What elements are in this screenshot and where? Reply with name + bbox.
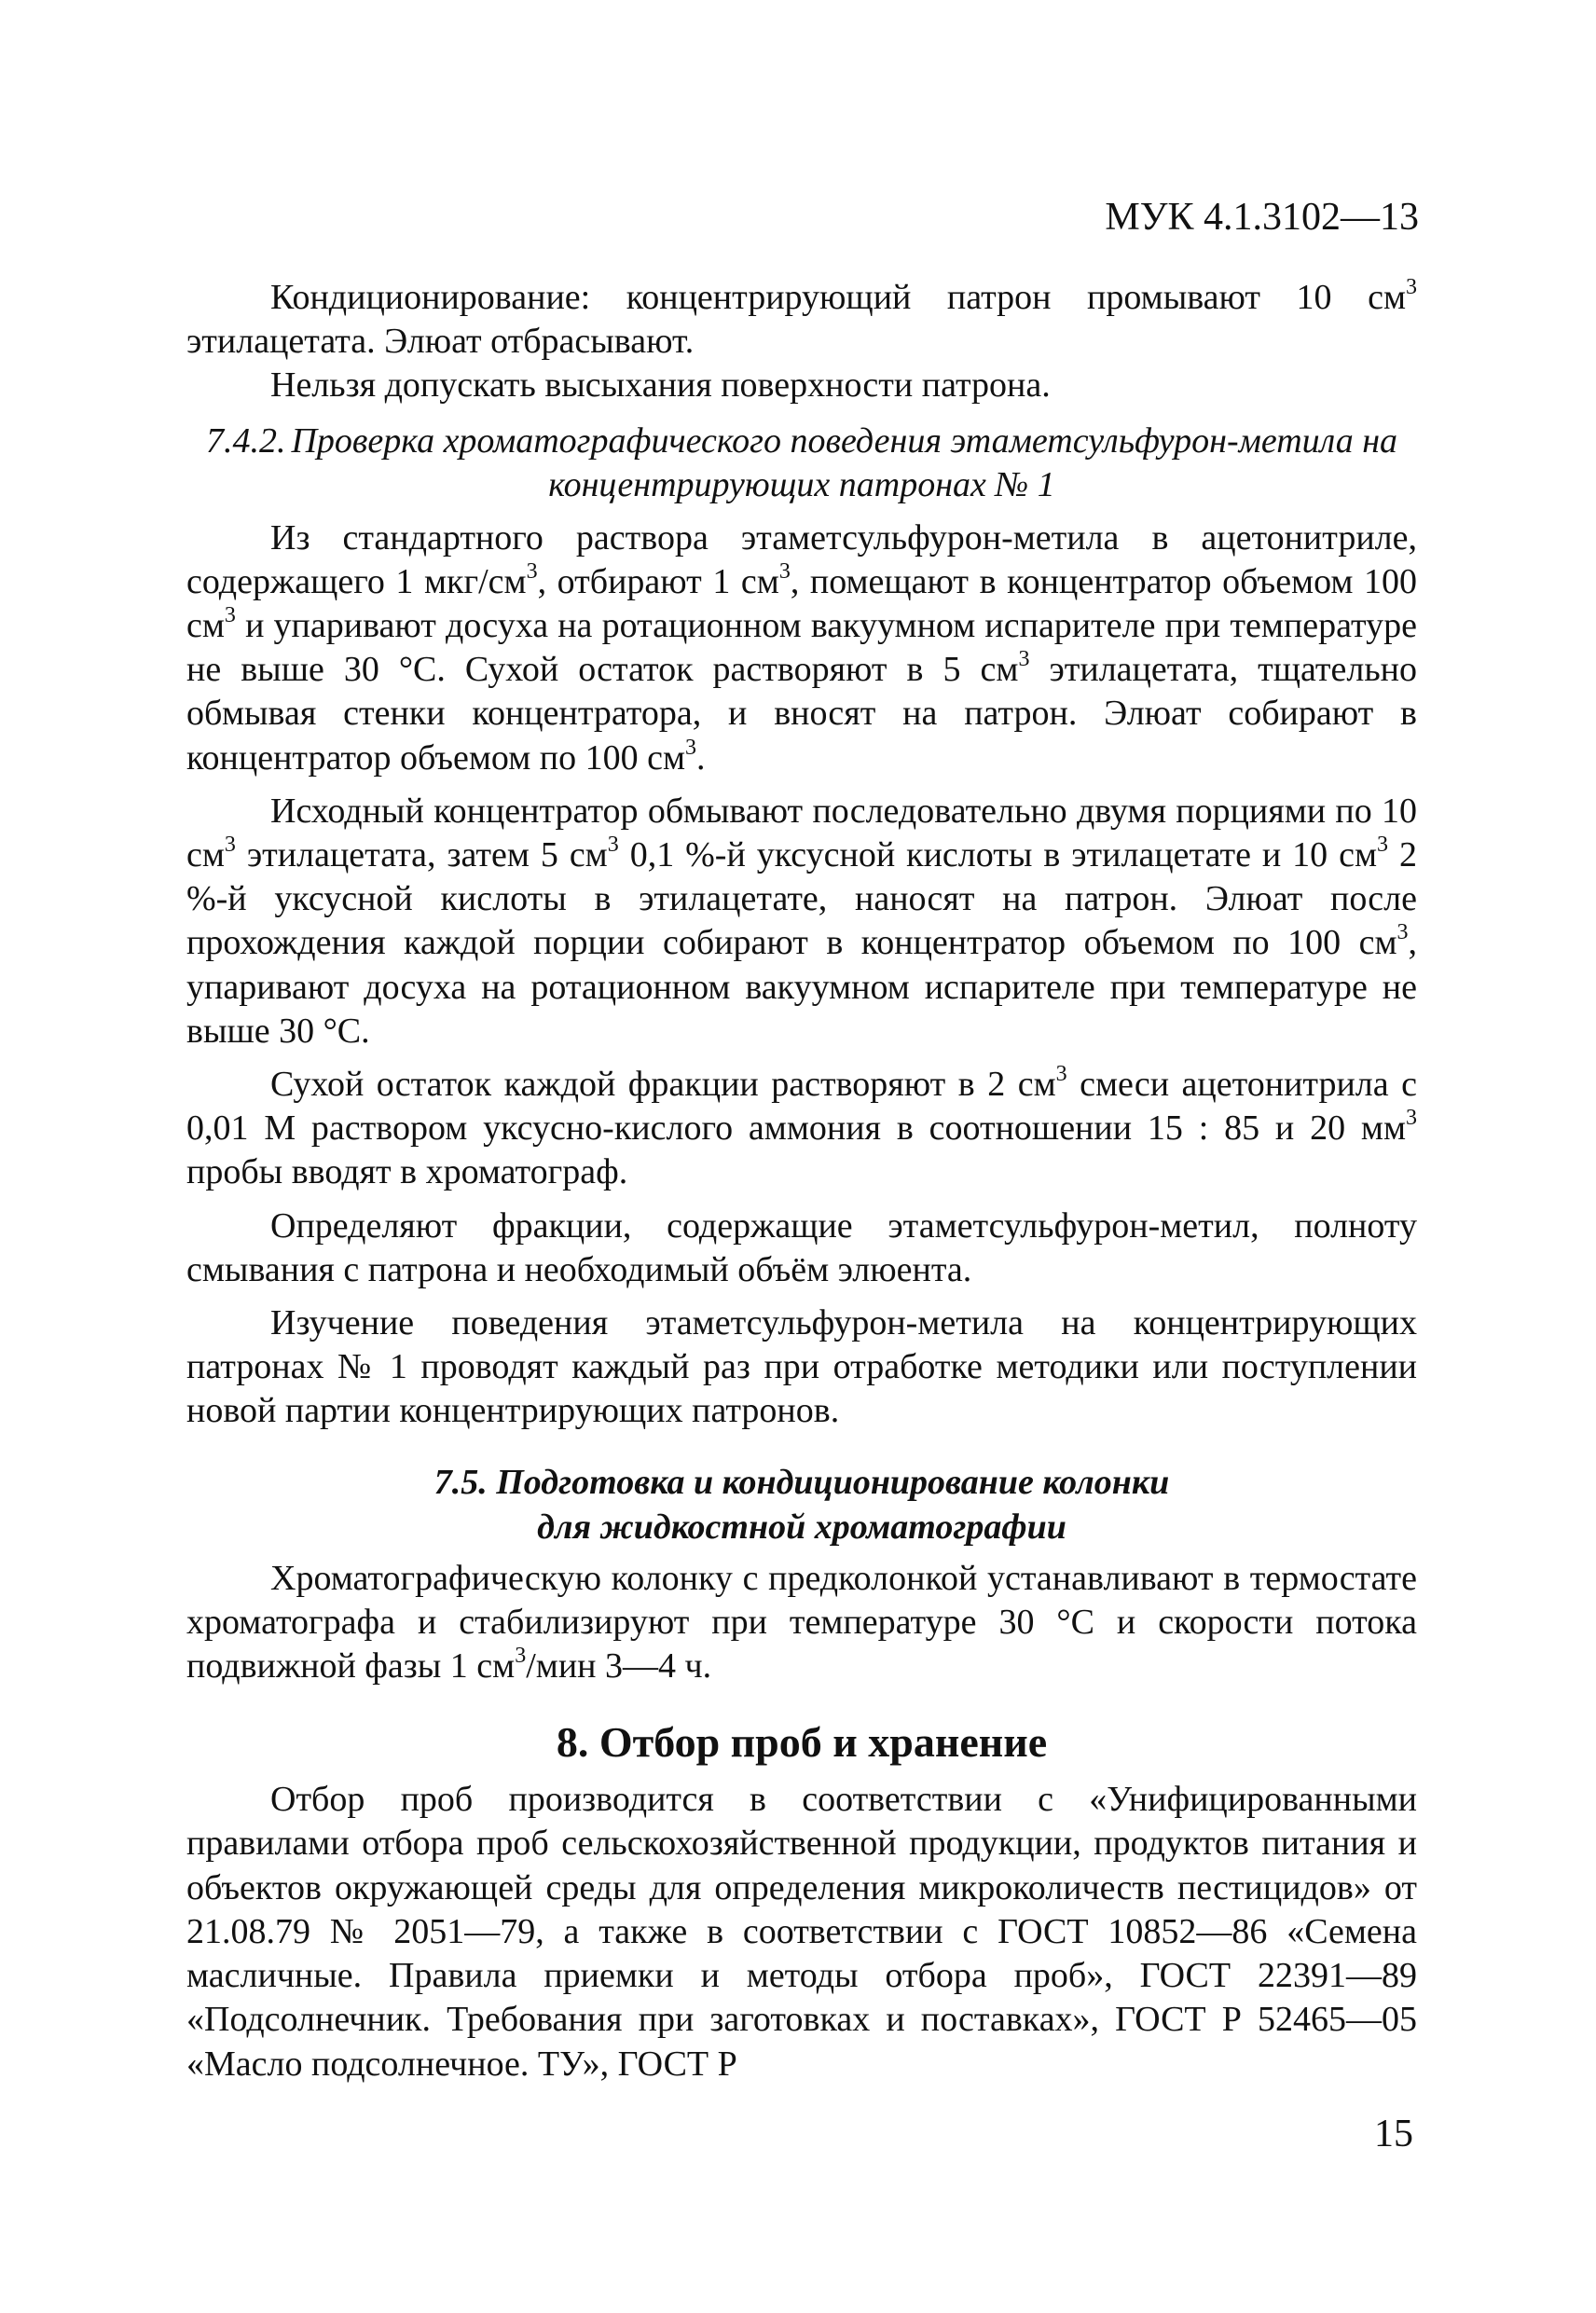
superscript-cube: 3 bbox=[1055, 1062, 1067, 1087]
superscript-cube: 3 bbox=[778, 558, 791, 584]
paragraph-study: Изучение поведения этаметсульфурон-метила на концентрирующих патронах № 1 проводят каждый раз при отработке методики или поступлении новой партии концентрирующих патронов. bbox=[186, 1303, 1417, 1431]
superscript-cube: 3 bbox=[1018, 647, 1030, 672]
superscript-cube: 3 bbox=[1406, 275, 1417, 299]
superscript-cube: 3 bbox=[526, 558, 538, 584]
paragraph-conditioning: Кондиционирование: концентрирующий патрон промывают 10 $см^3$ этилацетата. Элюат отбрасывают. bbox=[186, 275, 1417, 362]
chapter-heading-8: 8. Отбор проб и хранение bbox=[556, 1718, 1048, 1767]
superscript-cube: 3 bbox=[224, 603, 236, 628]
document-code-header: МУК 4.1.3102—13 bbox=[1105, 196, 1419, 239]
section-heading-7-5 bbox=[186, 1460, 1417, 1549]
section-heading-line-1: 7.5. Подготовка и кондиционирование колонки bbox=[433, 1462, 1170, 1502]
paragraph-fractions: Определяют фракции, содержащие этаметсульфурон-метил, полноту смывания с патрона и необходимый объём элюента. bbox=[186, 1205, 1417, 1289]
section-heading-line-2: для жидкостной хроматографии bbox=[537, 1507, 1066, 1547]
paragraph-dry-residue: Сухой остаток каждой фракции растворяют в 2 $см^3$ смеси ацетонитрила с 0,01 М раствором уксусно-кислого аммония в соотношении 15 : 85 и 20 $мм^3$ пробы вводят в хроматограф. bbox=[186, 1062, 1418, 1192]
subsection-heading-7-4-2 bbox=[186, 420, 1417, 507]
superscript-cube: 3 bbox=[515, 1644, 527, 1669]
superscript-cube: 3 bbox=[1377, 833, 1389, 858]
superscript-cube: 3 bbox=[1396, 920, 1409, 945]
superscript-cube: 3 bbox=[224, 833, 236, 858]
superscript-cube: 3 bbox=[607, 833, 619, 858]
paragraph-column: Хроматографическую колонку с предколонкой устанавливают в термостате хроматографа и стабилизируют при температуре 30 °С и скорости потока подвижной фазы 1 $см^3$/мин 3—4 ч. bbox=[186, 1558, 1417, 1687]
paragraph-rinsing: Исходный концентратор обмывают последовательно двумя порциями по 10 $см^3$ этилацетата, затем 5 $см^3$ 0,1 %-й уксусной кислоты в этилацетате и 10 $см^3$ 2 %-й уксусной кислоты в этилацетате, наносят на патрон. Элюат после прохождения каждой порции собирают в концентратор объемом по 100 $см^3$, упаривают досуха на ротационном вакуумном испарителе при температуре не выше 30 °С. bbox=[186, 791, 1417, 1051]
paragraph-sampling: Отбор проб производится в соответствии с «Унифицированными правилами отбора проб сельскохозяйственной продукции, продуктов питания и объектов окружающей среды для определения микроколичеств пестицидов» от 21.08.79 № 2051—79, а также в соответствии с ГОСТ 10852—86 «Семена масличные. Правила приемки и методы отбора проб», ГОСТ 22391—89 «Подсолнечник. Требования при заготовках и поставках», ГОСТ Р 52465—05 «Масло подсолнечное. ТУ», ГОСТ Р bbox=[186, 1780, 1417, 2084]
subsection-title: Проверка хроматографического поведения этаметсульфурон-метила на концентрирующих патронах № 1 bbox=[291, 420, 1398, 504]
superscript-cube: 3 bbox=[685, 735, 696, 760]
subsection-number: 7.4.2. bbox=[205, 420, 286, 461]
paragraph-standard-solution: Из стандартного раствора этаметсульфурон-метила в ацетонитриле, содержащего 1 мкг/$см^3$, отбирают 1 $см^3$, помещают в концентратор объемом 100 $см^3$ и упаривают досуха на ротационном вакуумном испарителе при температуре не выше 30 °С. Сухой остаток растворяют в 5 $см^3$ этилацетата, тщательно обмывая стенки концентратора, и вносят на патрон. Элюат собирают в концентратор объемом по 100 $см^3$. bbox=[186, 517, 1417, 778]
paragraph-no-drying: Нельзя допускать высыхания поверхности патрона. bbox=[270, 365, 1051, 406]
superscript-cube: 3 bbox=[1406, 1106, 1417, 1131]
page-content bbox=[186, 276, 1417, 2086]
page-number: 15 bbox=[1374, 2113, 1413, 2155]
